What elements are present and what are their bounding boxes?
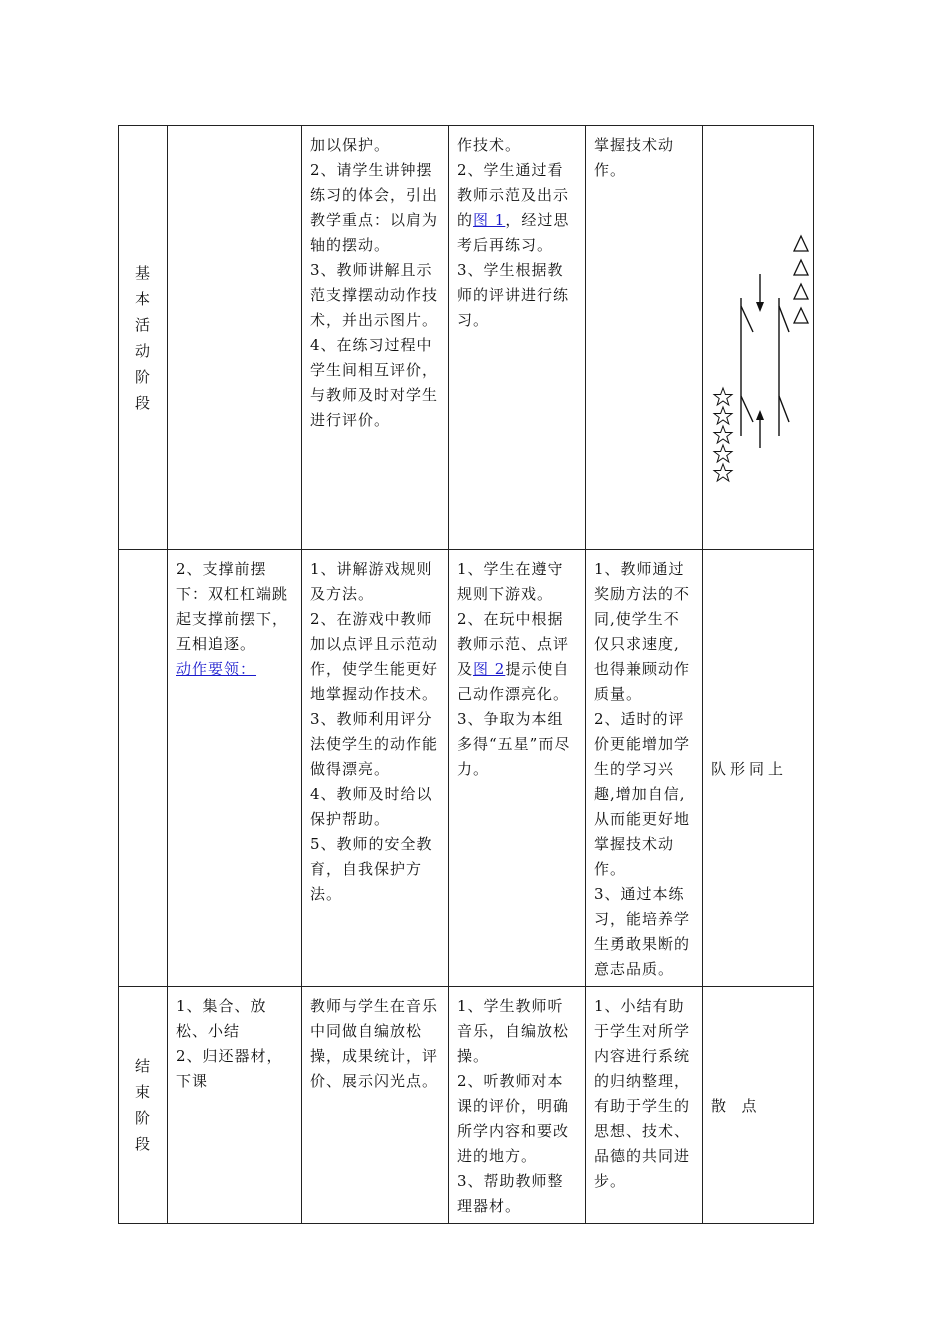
teacher-activity-cell bbox=[302, 550, 449, 987]
purpose-item: 2、适时的评价更能增加学生的学习兴趣,增加自信,从而能更好地掌握技术动作。 bbox=[594, 710, 691, 878]
star-icon bbox=[714, 464, 732, 481]
formation-text: 散 点 bbox=[711, 1097, 759, 1115]
student-item-text: ，经过思考后再练习。 bbox=[457, 211, 570, 254]
arrow-icon bbox=[756, 302, 764, 312]
action-essentials-link[interactable]: 动作要领： bbox=[176, 660, 257, 678]
content-cell bbox=[168, 126, 302, 550]
formation-diagram bbox=[703, 126, 813, 546]
teacher-item: 3、教师利用评分法使学生的动作能做得漂亮。 bbox=[310, 710, 439, 778]
star-icon bbox=[714, 388, 732, 405]
stage-cell bbox=[119, 550, 168, 987]
content-item: 1、集合、放松、小结 bbox=[176, 997, 267, 1040]
lesson-plan-table bbox=[118, 125, 814, 1224]
purpose-item: 掌握技术动作。 bbox=[594, 136, 675, 179]
student-item bbox=[457, 158, 577, 258]
purpose-item: 3、通过本练习，能培养学生勇敢果断的意志品质。 bbox=[594, 885, 691, 978]
teacher-item: 2、在游戏中教师加以点评且示范动作，使学生能更好地掌握动作技术。 bbox=[310, 610, 439, 703]
triangle-icon bbox=[794, 284, 808, 299]
stage-cell bbox=[119, 126, 168, 550]
content-item: 2、支撑前摆下：双杠杠端跳起支撑前摆下，互相追逐。 bbox=[176, 560, 289, 653]
student-item bbox=[457, 607, 577, 707]
teacher-item: 加以保护。 bbox=[310, 136, 391, 154]
triangle-icon bbox=[794, 260, 808, 275]
student-item-text: 2、学生通过看教师示范及出示的 bbox=[457, 161, 570, 229]
student-item: 3、帮助教师整理器材。 bbox=[457, 1172, 564, 1215]
teacher-item: 1、讲解游戏规则及方法。 bbox=[310, 560, 433, 603]
teacher-item: 4、在练习过程中学生间相互评价，与教师及时对学生进行评价。 bbox=[310, 336, 439, 429]
table-row bbox=[119, 550, 814, 987]
table-row bbox=[119, 126, 814, 550]
purpose-cell bbox=[586, 987, 703, 1224]
student-item: 1、学生教师听音乐，自编放松操。 bbox=[457, 997, 570, 1065]
purpose-cell bbox=[586, 126, 703, 550]
stage-label: 结束阶段 bbox=[134, 1057, 151, 1153]
purpose-item: 1、教师通过奖励方法的不同,使学生不仅只求速度,也得兼顾动作质量。 bbox=[594, 560, 691, 703]
student-item-text: 提示使自己动作漂亮化。 bbox=[457, 660, 570, 703]
stage-label: 基本活动阶段 bbox=[134, 263, 151, 412]
content-item bbox=[176, 657, 293, 682]
student-activity-cell bbox=[449, 987, 586, 1224]
student-item-text: 2、在玩中根据教师示范、点评及 bbox=[457, 610, 570, 678]
arrow-icon bbox=[756, 410, 764, 420]
content-item: 2、归还器材，下课 bbox=[176, 1047, 283, 1090]
student-item: 1、学生在遵守规则下游戏。 bbox=[457, 560, 564, 603]
star-icon bbox=[714, 407, 732, 424]
formation-text: 队形同上 bbox=[711, 760, 788, 778]
student-item: 作技术。 bbox=[457, 136, 522, 154]
formation-cell bbox=[703, 987, 814, 1224]
star-icon bbox=[714, 426, 732, 443]
table-row bbox=[119, 987, 814, 1224]
triangle-icon bbox=[794, 308, 808, 323]
figure-1-link[interactable]: 图 1 bbox=[473, 211, 506, 229]
teacher-item: 4、教师及时给以保护帮助。 bbox=[310, 785, 433, 828]
teacher-item: 5、教师的安全教育，自我保护方法。 bbox=[310, 835, 433, 903]
teacher-activity-cell bbox=[302, 126, 449, 550]
student-activity-cell bbox=[449, 126, 586, 550]
formation-cell bbox=[703, 126, 814, 550]
stage-cell bbox=[119, 987, 168, 1224]
teacher-item: 教师与学生在音乐中同做自编放松操，成果统计，评价、展示闪光点。 bbox=[310, 997, 439, 1090]
teacher-item: 2、请学生讲钟摆练习的体会，引出教学重点：以肩为轴的摆动。 bbox=[310, 161, 439, 254]
formation-cell bbox=[703, 550, 814, 987]
student-activity-cell bbox=[449, 550, 586, 987]
student-item: 2、听教师对本课的评价，明确所学内容和要改进的地方。 bbox=[457, 1072, 570, 1165]
teacher-activity-cell bbox=[302, 987, 449, 1224]
star-icon bbox=[714, 445, 732, 462]
content-cell bbox=[168, 550, 302, 987]
student-item: 3、争取为本组多得“五星”而尽力。 bbox=[457, 710, 571, 778]
triangle-icon bbox=[794, 236, 808, 251]
content-cell bbox=[168, 987, 302, 1224]
figure-2-link[interactable]: 图 2 bbox=[473, 660, 506, 678]
purpose-item: 1、小结有助于学生对所学内容进行系统的归纳整理，有助于学生的思想、技术、品德的共同进步。 bbox=[594, 997, 691, 1190]
purpose-cell bbox=[586, 550, 703, 987]
teacher-item: 3、教师讲解且示范支撑摆动动作技术，并出示图片。 bbox=[310, 261, 439, 329]
student-item: 3、学生根据教师的评讲进行练习。 bbox=[457, 261, 570, 329]
